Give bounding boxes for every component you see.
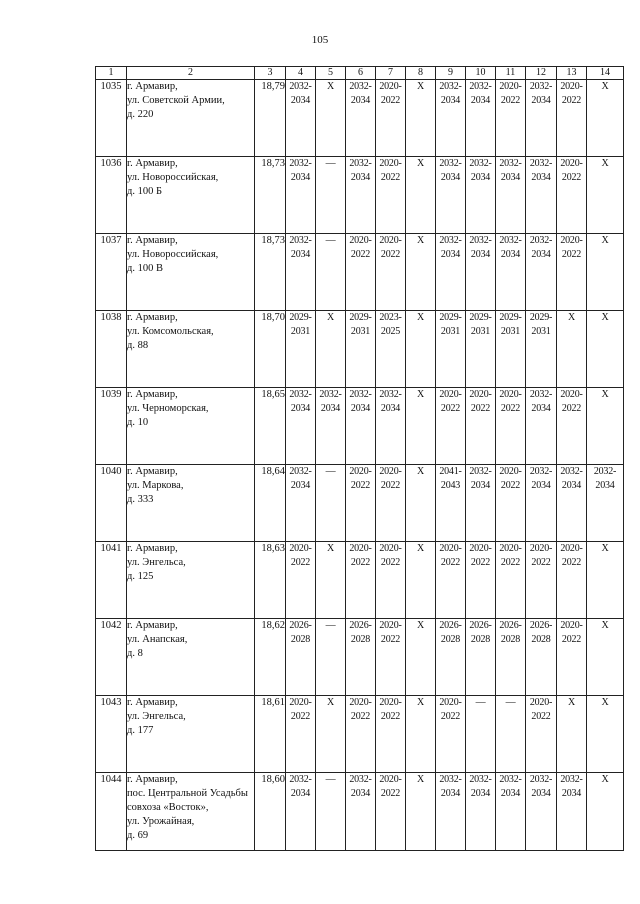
period-cell: 2026- 2028: [466, 619, 496, 696]
column-header: 9: [436, 67, 466, 80]
page-number: 105: [311, 34, 329, 46]
period-cell: 2020- 2022: [557, 388, 587, 465]
row-number: 1043: [96, 696, 127, 773]
period-cell: 2032- 2034: [466, 234, 496, 311]
row-number: 1040: [96, 465, 127, 542]
address-line: д. 100 В: [127, 263, 163, 274]
address-line: г. Армавир,: [127, 620, 178, 631]
period-cell: 2020- 2022: [526, 542, 557, 619]
period-cell: 2032- 2034: [526, 157, 557, 234]
address-line: г. Армавир,: [127, 697, 178, 708]
area-cell: 18,62: [255, 619, 286, 696]
address-line: ул. Анапская,: [127, 634, 188, 645]
period-cell: 2041- 2043: [436, 465, 466, 542]
column-header: 7: [376, 67, 406, 80]
period-cell: 2020- 2022: [557, 619, 587, 696]
address-line: д. 125: [127, 571, 154, 582]
column-number-row: [96, 67, 624, 80]
area-cell: 18,73: [255, 157, 286, 234]
period-cell: 2020- 2022: [346, 465, 376, 542]
period-cell: 2032- 2034: [496, 234, 526, 311]
period-cell: 2029- 2031: [286, 311, 316, 388]
period-cell: 2032- 2034: [526, 465, 557, 542]
address-line: г. Армавир,: [127, 158, 178, 169]
period-cell: 2020- 2022: [376, 234, 406, 311]
address-line: ул. Новороссийская,: [127, 172, 219, 183]
row-number: 1039: [96, 388, 127, 465]
row-number: 1041: [96, 542, 127, 619]
table-row: [96, 465, 624, 542]
period-cell: 2032- 2034: [436, 773, 466, 851]
period-cell: 2020- 2022: [376, 696, 406, 773]
column-header: 8: [406, 67, 436, 80]
column-header: 2: [127, 67, 255, 80]
address-line: ул. Урожайная,: [127, 816, 195, 827]
period-cell: 2020- 2022: [557, 234, 587, 311]
address-cell: [127, 157, 255, 234]
period-cell: X: [406, 388, 436, 465]
row-number: 1037: [96, 234, 127, 311]
column-header: 14: [587, 67, 624, 80]
period-cell: 2032- 2034: [316, 388, 346, 465]
period-cell: 2020- 2022: [376, 773, 406, 851]
period-cell: 2026- 2028: [436, 619, 466, 696]
address-line: ул. Новороссийская,: [127, 249, 219, 260]
period-cell: X: [406, 696, 436, 773]
period-cell: 2032- 2034: [346, 157, 376, 234]
period-cell: —: [466, 696, 496, 773]
row-number: 1044: [96, 773, 127, 851]
period-cell: X: [316, 542, 346, 619]
period-cell: 2029- 2031: [496, 311, 526, 388]
period-cell: X: [587, 696, 624, 773]
period-cell: 2032- 2034: [466, 80, 496, 157]
period-cell: 2020- 2022: [346, 234, 376, 311]
housing-register-table: [95, 66, 624, 851]
period-cell: 2032- 2034: [436, 80, 466, 157]
period-cell: 2020- 2022: [376, 80, 406, 157]
address-cell: [127, 619, 255, 696]
period-cell: 2029- 2031: [466, 311, 496, 388]
period-cell: X: [406, 773, 436, 851]
period-cell: 2032- 2034: [376, 388, 406, 465]
address-line: г. Армавир,: [127, 235, 178, 246]
period-cell: X: [316, 80, 346, 157]
table-row: [96, 542, 624, 619]
period-cell: 2020- 2022: [557, 157, 587, 234]
table-row: [96, 311, 624, 388]
area-cell: 18,79: [255, 80, 286, 157]
period-cell: 2020- 2022: [286, 542, 316, 619]
period-cell: —: [496, 696, 526, 773]
period-cell: 2032- 2034: [436, 234, 466, 311]
period-cell: 2032- 2034: [346, 773, 376, 851]
period-cell: 2020- 2022: [496, 388, 526, 465]
period-cell: 2032- 2034: [587, 465, 624, 542]
period-cell: 2020- 2022: [286, 696, 316, 773]
table-body: [96, 80, 624, 851]
period-cell: 2032- 2034: [286, 157, 316, 234]
period-cell: X: [316, 696, 346, 773]
period-cell: 2032- 2034: [346, 388, 376, 465]
period-cell: X: [406, 465, 436, 542]
address-line: д. 220: [127, 109, 154, 120]
period-cell: 2032- 2034: [466, 157, 496, 234]
period-cell: X: [557, 311, 587, 388]
column-header: 5: [316, 67, 346, 80]
period-cell: 2020- 2022: [496, 542, 526, 619]
period-cell: 2032- 2034: [496, 773, 526, 851]
table-row: [96, 80, 624, 157]
period-cell: 2026- 2028: [526, 619, 557, 696]
period-cell: 2032- 2034: [286, 773, 316, 851]
period-cell: 2020- 2022: [376, 542, 406, 619]
column-header: 1: [96, 67, 127, 80]
period-cell: X: [587, 773, 624, 851]
period-cell: 2026- 2028: [496, 619, 526, 696]
period-cell: 2020- 2022: [436, 388, 466, 465]
period-cell: X: [587, 234, 624, 311]
area-cell: 18,60: [255, 773, 286, 851]
period-cell: 2020- 2022: [526, 696, 557, 773]
period-cell: 2020- 2022: [436, 542, 466, 619]
period-cell: 2026- 2028: [346, 619, 376, 696]
address-line: д. 69: [127, 830, 149, 841]
period-cell: X: [587, 80, 624, 157]
period-cell: 2020- 2022: [376, 619, 406, 696]
period-cell: —: [316, 773, 346, 851]
address-line: д. 10: [127, 417, 149, 428]
period-cell: X: [406, 542, 436, 619]
address-line: ул. Советской Армии,: [127, 95, 225, 106]
address-line: г. Армавир,: [127, 312, 178, 323]
period-cell: 2029- 2031: [436, 311, 466, 388]
period-cell: 2029- 2031: [346, 311, 376, 388]
period-cell: 2032- 2034: [286, 234, 316, 311]
period-cell: —: [316, 619, 346, 696]
period-cell: 2032- 2034: [286, 80, 316, 157]
period-cell: 2032- 2034: [286, 388, 316, 465]
period-cell: 2026- 2028: [286, 619, 316, 696]
period-cell: 2020- 2022: [466, 542, 496, 619]
area-cell: 18,64: [255, 465, 286, 542]
table-row: [96, 157, 624, 234]
address-line: г. Армавир,: [127, 389, 178, 400]
period-cell: 2032- 2034: [526, 388, 557, 465]
period-cell: 2023- 2025: [376, 311, 406, 388]
period-cell: X: [406, 157, 436, 234]
period-cell: 2032- 2034: [466, 773, 496, 851]
address-cell: [127, 311, 255, 388]
period-cell: 2032- 2034: [466, 465, 496, 542]
period-cell: 2032- 2034: [286, 465, 316, 542]
area-cell: 18,61: [255, 696, 286, 773]
table-row: [96, 388, 624, 465]
table-row: [96, 234, 624, 311]
period-cell: 2032- 2034: [346, 80, 376, 157]
period-cell: X: [587, 388, 624, 465]
period-cell: 2020- 2022: [346, 542, 376, 619]
period-cell: 2032- 2034: [526, 80, 557, 157]
column-header: 10: [466, 67, 496, 80]
period-cell: 2032- 2034: [526, 234, 557, 311]
address-line: ул. Черноморская,: [127, 403, 209, 414]
area-cell: 18,65: [255, 388, 286, 465]
address-line: ул. Энгельса,: [127, 557, 186, 568]
table-row: [96, 696, 624, 773]
address-cell: [127, 773, 255, 851]
period-cell: 2020- 2022: [496, 80, 526, 157]
column-header: 6: [346, 67, 376, 80]
address-line: пос. Центральной Усадьбы: [127, 788, 248, 799]
address-cell: [127, 234, 255, 311]
period-cell: 2020- 2022: [346, 696, 376, 773]
period-cell: 2020- 2022: [557, 542, 587, 619]
address-line: г. Армавир,: [127, 81, 178, 92]
period-cell: 2020- 2022: [557, 80, 587, 157]
address-line: д. 100 Б: [127, 186, 162, 197]
address-cell: [127, 542, 255, 619]
period-cell: X: [406, 619, 436, 696]
column-header: 11: [496, 67, 526, 80]
period-cell: 2020- 2022: [466, 388, 496, 465]
column-header: 3: [255, 67, 286, 80]
period-cell: X: [406, 234, 436, 311]
address-line: г. Армавир,: [127, 543, 178, 554]
period-cell: X: [557, 696, 587, 773]
address-line: г. Армавир,: [127, 466, 178, 477]
period-cell: 2020- 2022: [496, 465, 526, 542]
table-row: [96, 619, 624, 696]
address-cell: [127, 696, 255, 773]
area-cell: 18,63: [255, 542, 286, 619]
column-header: 12: [526, 67, 557, 80]
address-line: ул. Маркова,: [127, 480, 184, 491]
period-cell: X: [406, 311, 436, 388]
row-number: 1036: [96, 157, 127, 234]
period-cell: —: [316, 465, 346, 542]
address-line: ул. Комсомольская,: [127, 326, 214, 337]
period-cell: 2020- 2022: [376, 465, 406, 542]
period-cell: 2032- 2034: [526, 773, 557, 851]
address-line: д. 333: [127, 494, 154, 505]
row-number: 1035: [96, 80, 127, 157]
period-cell: 2020- 2022: [436, 696, 466, 773]
period-cell: 2032- 2034: [436, 157, 466, 234]
period-cell: X: [587, 311, 624, 388]
period-cell: X: [587, 157, 624, 234]
table-row: [96, 773, 624, 851]
row-number: 1038: [96, 311, 127, 388]
address-cell: [127, 388, 255, 465]
address-line: д. 177: [127, 725, 154, 736]
address-cell: [127, 80, 255, 157]
column-header: 13: [557, 67, 587, 80]
period-cell: 2032- 2034: [557, 465, 587, 542]
period-cell: 2020- 2022: [376, 157, 406, 234]
address-line: д. 8: [127, 648, 143, 659]
row-number: 1042: [96, 619, 127, 696]
column-header: 4: [286, 67, 316, 80]
address-cell: [127, 465, 255, 542]
period-cell: —: [316, 234, 346, 311]
period-cell: 2029- 2031: [526, 311, 557, 388]
period-cell: X: [587, 619, 624, 696]
period-cell: X: [587, 542, 624, 619]
address-line: совхоза «Восток»,: [127, 802, 209, 813]
period-cell: 2032- 2034: [496, 157, 526, 234]
period-cell: X: [316, 311, 346, 388]
period-cell: —: [316, 157, 346, 234]
period-cell: X: [406, 80, 436, 157]
area-cell: 18,70: [255, 311, 286, 388]
area-cell: 18,73: [255, 234, 286, 311]
period-cell: 2032- 2034: [557, 773, 587, 851]
address-line: ул. Энгельса,: [127, 711, 186, 722]
address-line: г. Армавир,: [127, 774, 178, 785]
address-line: д. 88: [127, 340, 149, 351]
